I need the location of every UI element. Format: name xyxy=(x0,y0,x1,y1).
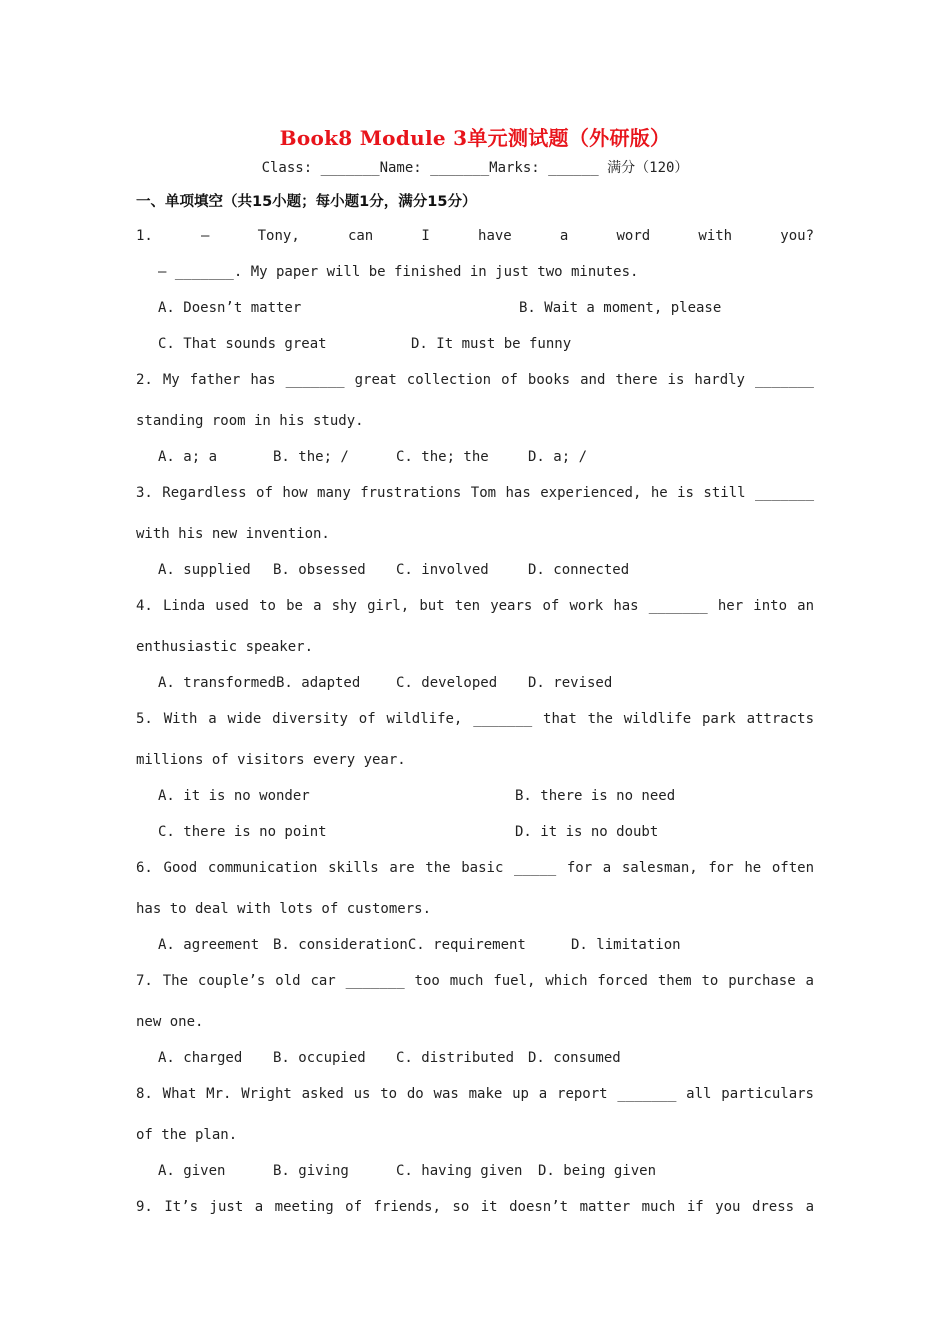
question-6-option-bc: B. considerationC. requirement xyxy=(273,937,526,953)
question-3-option-a: A. supplied xyxy=(158,562,251,578)
question-5-stem: 5. With a wide diversity of wildlife, _______ that the wildlife park attracts xyxy=(136,711,814,727)
question-2-option-d: D. a; / xyxy=(528,449,588,465)
question-8-stem-cont: of the plan. xyxy=(136,1127,238,1143)
question-8-option-d: D. being given xyxy=(538,1163,657,1179)
question-2-option-c: C. the; the xyxy=(396,449,489,465)
question-8-stem: 8. What Mr. Wright asked us to do was make up a report _______ all particulars xyxy=(136,1086,814,1102)
document-title: Book8 Module 3单元测试题（外研版） xyxy=(279,126,671,150)
question-8-option-c: C. having given xyxy=(396,1163,523,1179)
question-1-option-c: C. That sounds great xyxy=(158,336,327,352)
question-3-stem-cont: with his new invention. xyxy=(136,526,330,542)
question-9-stem: 9. It’s just a meeting of friends, so it doesn’t matter much if you dress a xyxy=(136,1199,814,1215)
section-heading: 一、单项填空（共15小题；每小题1分，满分15分） xyxy=(136,194,477,210)
question-1-option-d: D. It must be funny xyxy=(411,336,572,352)
question-2-stem: 2. My father has _______ great collection of books and there is hardly _______ xyxy=(136,372,814,388)
question-6-stem-cont: has to deal with lots of customers. xyxy=(136,901,432,917)
question-2-stem-cont: standing room in his study. xyxy=(136,413,364,429)
question-7-option-b: B. occupied xyxy=(273,1050,366,1066)
question-4-stem-cont: enthusiastic speaker. xyxy=(136,639,314,655)
question-2-option-b: B. the; / xyxy=(273,449,349,465)
question-6-stem: 6. Good communication skills are the basic _____ for a salesman, for he often xyxy=(136,860,814,876)
question-7-option-d: D. consumed xyxy=(528,1050,621,1066)
student-info-line: Class: _______Name: _______Marks: ______ 满分（120） xyxy=(261,160,689,176)
question-5-option-d: D. it is no doubt xyxy=(515,824,659,840)
question-1-option-a: A. Doesn’t matter xyxy=(158,300,302,316)
question-3-option-d: D. connected xyxy=(528,562,630,578)
question-1-reply: — _______. My paper will be finished in just two minutes. xyxy=(158,264,639,280)
question-4-option-c: C. developed xyxy=(396,675,498,691)
question-3-stem: 3. Regardless of how many frustrations Tom has experienced, he is still _______ xyxy=(136,485,814,501)
question-7-stem: 7. The couple’s old car _______ too much fuel, which forced them to purchase a xyxy=(136,973,814,989)
question-3-option-b: B. obsessed xyxy=(273,562,366,578)
question-5-option-a: A. it is no wonder xyxy=(158,788,310,804)
question-5-option-c: C. there is no point xyxy=(158,824,327,840)
question-8-option-b: B. giving xyxy=(273,1163,349,1179)
question-8-option-a: A. given xyxy=(158,1163,226,1179)
question-7-option-c: C. distributed xyxy=(396,1050,515,1066)
question-6-option-a: A. agreement xyxy=(158,937,260,953)
question-5-stem-cont: millions of visitors every year. xyxy=(136,752,406,768)
question-1-option-b: B. Wait a moment, please xyxy=(519,300,722,316)
question-4-stem: 4. Linda used to be a shy girl, but ten years of work has _______ her into an xyxy=(136,598,814,614)
question-6-option-d: D. limitation xyxy=(571,937,681,953)
question-5-option-b: B. there is no need xyxy=(515,788,676,804)
question-4-option-ab: A. transformedB. adapted xyxy=(158,675,361,691)
question-7-option-a: A. charged xyxy=(158,1050,243,1066)
question-4-option-d: D. revised xyxy=(528,675,613,691)
question-1-stem: 1. — Tony, can I have a word with you? xyxy=(136,228,814,244)
question-2-option-a: A. a; a xyxy=(158,449,218,465)
question-7-stem-cont: new one. xyxy=(136,1014,204,1030)
question-3-option-c: C. involved xyxy=(396,562,489,578)
